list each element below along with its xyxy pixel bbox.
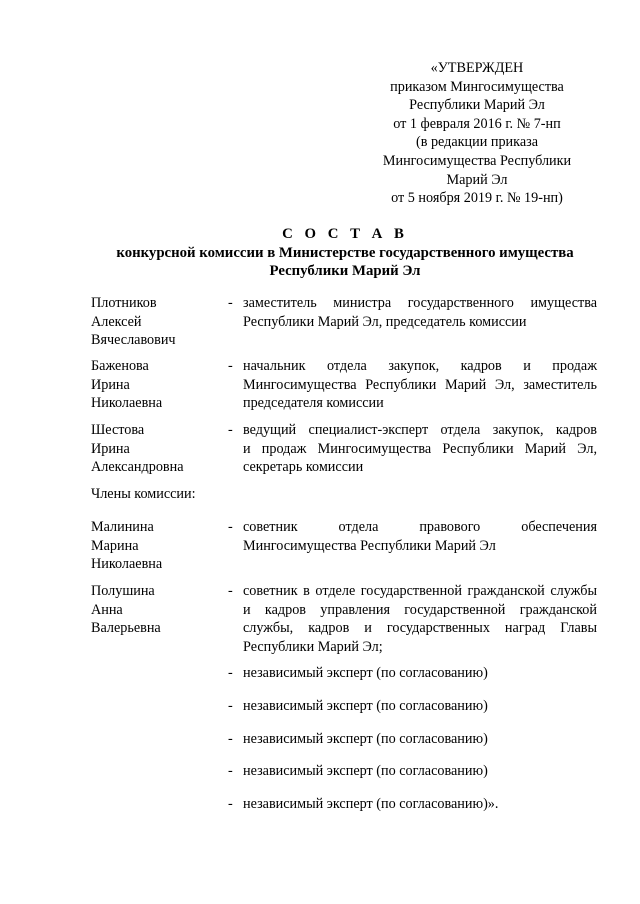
surname: Баженова	[91, 358, 149, 374]
patronymic: Николаевна	[91, 556, 163, 573]
member-name	[91, 294, 221, 350]
members-label: Члены комиссии:	[91, 486, 196, 502]
role-line: ведущий специалист-эксперт отдела закупок, кадров	[243, 422, 597, 438]
member-role	[243, 421, 597, 477]
approval-line: (в редакции приказа	[415, 134, 539, 151]
role-line: секретарь комиссии	[243, 459, 364, 476]
role-line: Республики Марий Эл;	[243, 638, 383, 655]
approval-line: Республики Марий Эл	[409, 97, 545, 114]
expert-role: независимый эксперт (по согласованию)	[243, 665, 488, 681]
member-name	[91, 357, 221, 413]
title-heading: С О С Т А В	[282, 226, 408, 242]
title-line: Республики Марий Эл	[269, 263, 421, 280]
patronymic: Николаевна	[91, 395, 163, 412]
title-line: конкурсной комиссии в Министерстве государственного имущества	[116, 244, 574, 261]
role-line: советник отдела правового обеспечения	[243, 519, 597, 535]
first-name: Алексей	[91, 313, 142, 330]
approval-line: Марий Эл	[446, 171, 508, 188]
approval-line: от 5 ноября 2019 г. № 19-нп)	[391, 190, 563, 207]
first-name: Анна	[91, 601, 123, 618]
role-line: заместитель министра государственного имущества	[243, 295, 597, 311]
patronymic: Валерьевна	[91, 620, 161, 637]
dash: -	[228, 519, 233, 535]
expert-role: независимый эксперт (по согласованию)	[243, 731, 488, 747]
role-line: председателя комиссии	[243, 395, 384, 412]
surname: Плотников	[91, 295, 157, 311]
patronymic: Александровна	[91, 459, 184, 476]
first-name: Ирина	[91, 376, 130, 393]
approval-line: Мингосимущества Республики	[382, 152, 572, 169]
expert-role: независимый эксперт (по согласованию)	[243, 763, 488, 779]
surname: Шестова	[91, 422, 145, 438]
member-name	[91, 582, 221, 638]
member-role	[243, 582, 597, 656]
document-title	[90, 225, 600, 281]
member-name	[91, 421, 221, 477]
role-line: Мингосимущества Республики Марий Эл	[243, 537, 496, 554]
member-role	[243, 357, 597, 413]
member-role	[243, 294, 597, 331]
dash: -	[228, 763, 233, 779]
dash: -	[228, 796, 233, 812]
role-line: службы, кадров и государственных наград Главы	[243, 620, 597, 637]
dash: -	[228, 422, 233, 438]
approval-line: приказом Мингосимущества	[390, 78, 564, 95]
approval-line: «УТВЕРЖДЕН	[430, 60, 524, 76]
first-name: Ирина	[91, 440, 130, 457]
dash: -	[228, 665, 233, 681]
dash: -	[228, 731, 233, 747]
patronymic: Вячеславович	[91, 332, 176, 349]
role-line: Мингосимущества Республики Марий Эл, заместитель	[243, 376, 597, 393]
role-line: Республики Марий Эл, председатель комиссии	[243, 313, 527, 330]
surname: Малинина	[91, 519, 154, 535]
surname: Полушина	[91, 583, 155, 599]
dash: -	[228, 295, 233, 311]
role-line: и кадров управления государственной гражданской	[243, 601, 597, 618]
approval-line: от 1 февраля 2016 г. № 7-нп	[393, 115, 561, 132]
role-line: начальник отдела закупок, кадров и продаж	[243, 358, 597, 374]
dash: -	[228, 583, 233, 599]
role-line: и продаж Мингосимущества Республики Марий Эл,	[243, 440, 597, 457]
member-name	[91, 518, 221, 574]
expert-role: независимый эксперт (по согласованию)	[243, 698, 488, 714]
member-role	[243, 518, 597, 555]
role-line: советник в отделе государственной гражданской службы	[243, 583, 597, 599]
approval-block	[372, 59, 582, 208]
first-name: Марина	[91, 537, 139, 554]
dash: -	[228, 358, 233, 374]
dash: -	[228, 698, 233, 714]
expert-role: независимый эксперт (по согласованию)».	[243, 796, 499, 812]
